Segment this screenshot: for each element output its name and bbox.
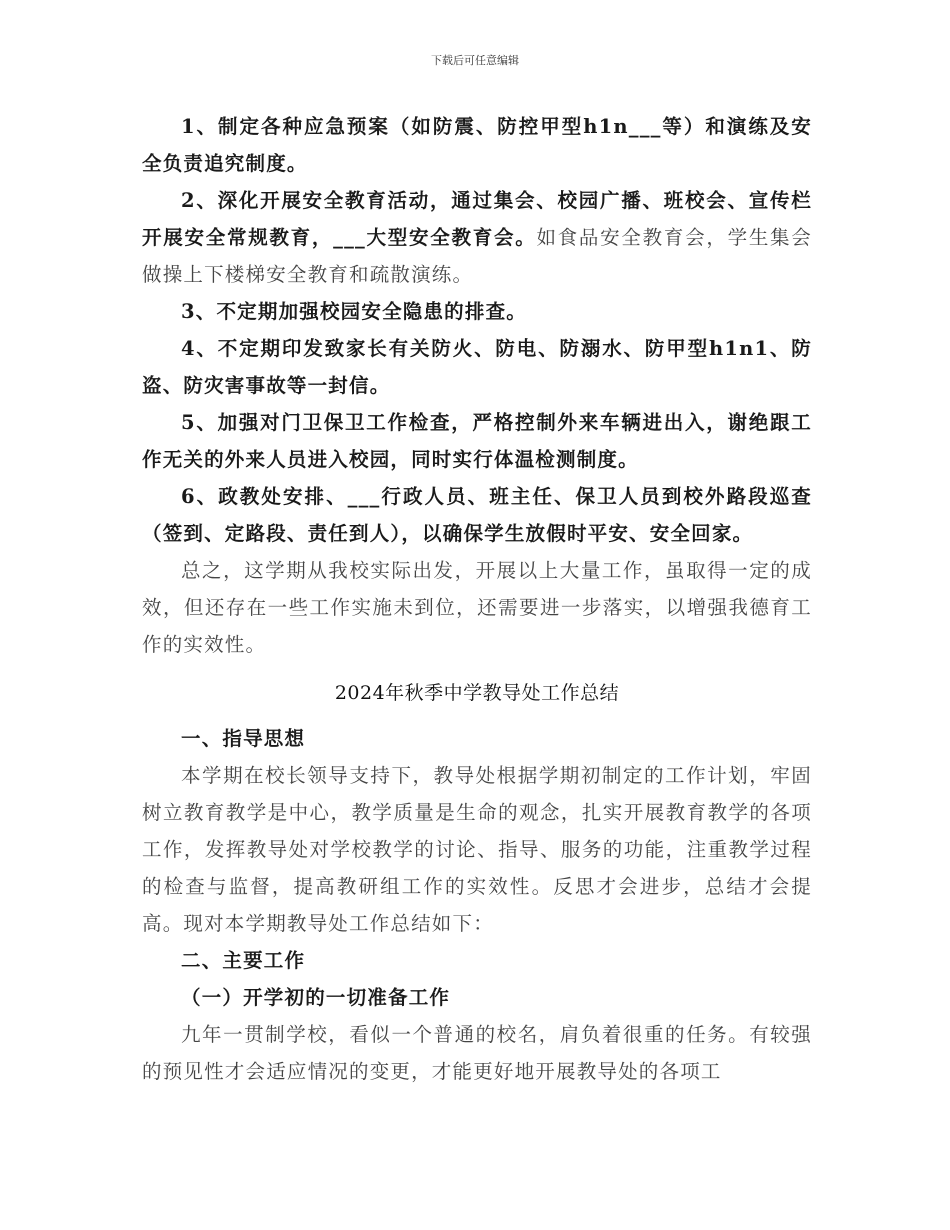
page-header: 下载后可任意编辑 <box>431 54 519 67</box>
list-item-1: 1、制定各种应急预案（如防震、防控甲型h1n___等）和演练及安全负责追究制度。 <box>142 115 812 175</box>
section-title: 2024年秋季中学教导处工作总结 <box>334 682 620 704</box>
heading-preparation: （一）开学初的一切准备工作 <box>181 986 451 1009</box>
list-item-2 <box>142 182 812 293</box>
document-body <box>142 108 812 1090</box>
list-item-2-plain-text: 如食品安全教育会，学生集会做操上下楼梯安全教育和疏散演练。 <box>142 226 812 286</box>
heading-main-work: 二、主要工作 <box>181 949 306 972</box>
list-item-2-bold-text: 2、深化开展安全教育活动，通过集会、校园广播、班校会、宣传栏开展安全常规教育，___大型安全教育会。 <box>142 189 812 249</box>
guiding-ideology-paragraph: 本学期在校长领导支持下，教导处根据学期初制定的工作计划，牢固树立教育教学是中心，教学质量是生命的观念，扎实开展教育教学的各项工作，发挥教导处对学校教学的讨论、指导、服务的功能，注重教学过程的检查与监督，提高教研组工作的实效性。反思才会进步，总结才会提高。现对本学期教导处工作总结如下： <box>142 764 812 935</box>
preparation-paragraph: 九年一贯制学校，看似一个普通的校名，肩负着很重的任务。有较强的预见性才会适应情况的变更，才能更好地开展教导处的各项工 <box>142 1023 812 1083</box>
summary-paragraph: 总之，这学期从我校实际出发，开展以上大量工作，虽取得一定的成效，但还存在一些工作实施未到位，还需要进一步落实，以增强我德育工作的实效性。 <box>142 559 812 656</box>
list-item-6: 6、政教处安排、___行政人员、班主任、保卫人员到校外路段巡查（签到、定路段、责任到人），以确保学生放假时平安、安全回家。 <box>142 485 812 545</box>
heading-guiding-ideology: 一、指导思想 <box>181 727 306 750</box>
list-item-5: 5、加强对门卫保卫工作检查，严格控制外来车辆进出入，谢绝跟工作无关的外来人员进入校园，同时实行体温检测制度。 <box>142 411 812 471</box>
list-item-3: 3、不定期加强校园安全隐患的排查。 <box>181 300 527 323</box>
list-item-4: 4、不定期印发致家长有关防火、防电、防溺水、防甲型h1n1、防盗、防灾害事故等一封信。 <box>142 337 812 397</box>
